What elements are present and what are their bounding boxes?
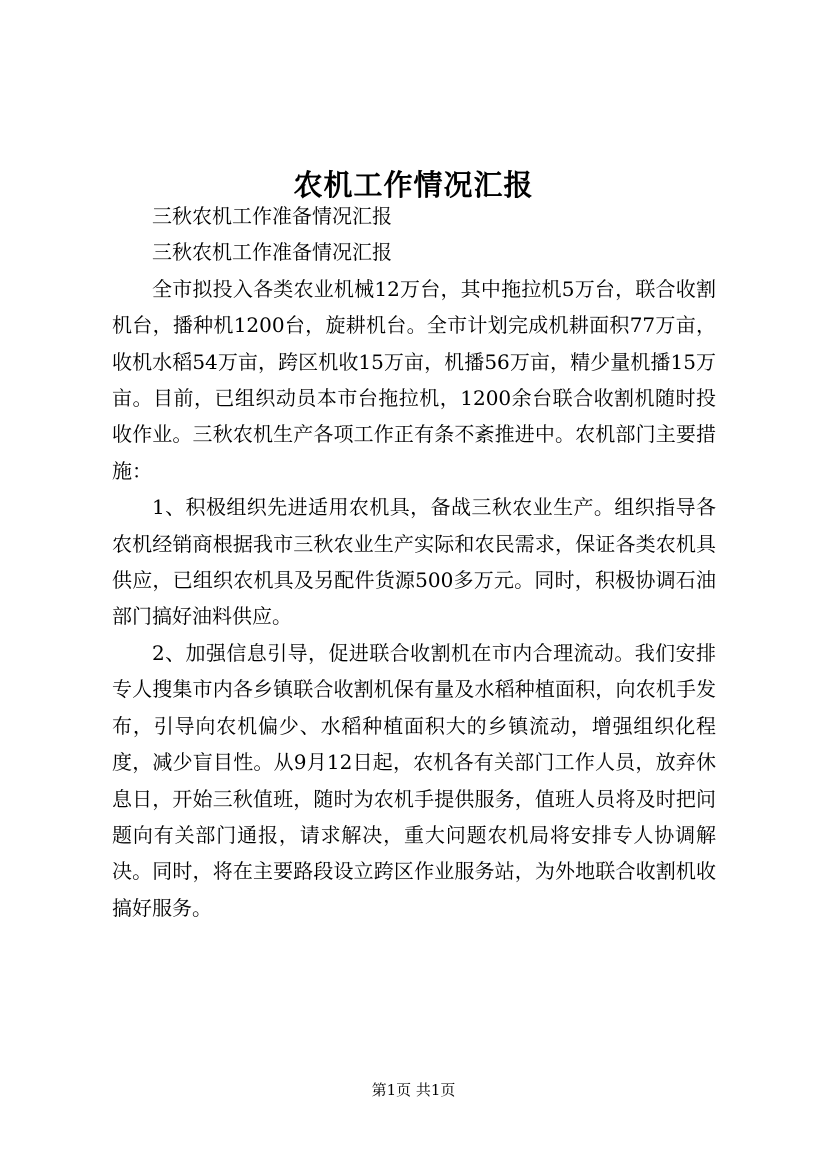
document-body [112, 198, 716, 926]
body-paragraph: 2、加强信息引导，促进联合收割机在市内合理流动。我们安排专人搜集市内各乡镇联合收割机保有量及水稻种植面积，向农机手发布，引导向农机偏少、水稻种植面积大的乡镇流动，增强组织化程度，减少盲目性。从9月12日起，农机各有关部门工作人员，放弃休息日，开始三秋值班，随时为农机手提供服务，值班人员将及时把问题向有关部门通报，请求解决，重大问题农机局将安排专人协调解决。同时，将在主要路段设立跨区作业服务站，为外地联合收割机收搞好服务。 [112, 640, 716, 920]
body-paragraph: 全市拟投入各类农业机械12万台，其中拖拉机5万台，联合收割机台，播种机1200台，旋耕机台。全市计划完成机耕面积77万亩，收机水稻54万亩，跨区机收15万亩，机播56万亩，精少量机播15万亩。目前，已组织动员本市台拖拉机，1200余台联合收割机随时投收作业。三秋农机生产各项工作正有条不紊推进中。农机部门主要措施： [112, 276, 716, 483]
subtitle-line: 三秋农机工作准备情况汇报 [152, 240, 392, 265]
page-title: 农机工作情况汇报 [293, 168, 534, 203]
body-paragraph: 1、积极组织先进适用农机具，备战三秋农业生产。组织指导各农机经销商根据我市三秋农业生产实际和农民需求，保证各类农机具供应，已组织农机具及另配件货源500多万元。同时，积极协调石油部门搞好油料供应。 [112, 495, 716, 629]
subtitle-line: 三秋农机工作准备情况汇报 [152, 204, 392, 228]
page-footer: 第1页 共1页 [371, 1081, 456, 1099]
